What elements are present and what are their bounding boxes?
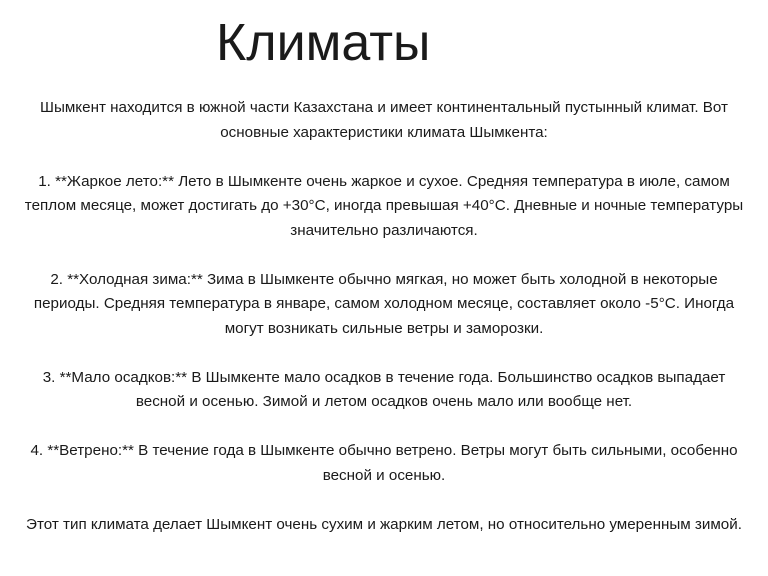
windy-paragraph: 4. **Ветрено:** В течение года в Шымкенте обычно ветрено. Ветры могут быть сильными, особенно весной и осенью. xyxy=(30,442,738,484)
slide-body xyxy=(22,96,746,537)
low-precipitation-paragraph: 3. **Мало осадков:** В Шымкенте мало осадков в течение года. Большинство осадков выпадает весной и осенью. Зимой и летом осадков очень мало или вообще нет. xyxy=(42,368,726,410)
conclusion-paragraph: Этот тип климата делает Шымкент очень сухим и жарким летом, но относительно умеренным зимой. xyxy=(26,515,742,533)
hot-summer-paragraph: 1. **Жаркое лето:** Лето в Шымкенте очень жаркое и сухое. Средняя температура в июле, самом теплом месяце, может достигать до +30°C, иногда превышая +40°C. Дневные и ночные температуры значительно различаются. xyxy=(24,172,744,239)
intro-paragraph: Шымкент находится в южной части Казахстана и имеет континентальный пустынный климат. Вот основные характеристики климата Шымкента: xyxy=(40,99,728,141)
slide-title: Климаты xyxy=(216,14,431,72)
cold-winter-paragraph: 2. **Холодная зима:** Зима в Шымкенте обычно мягкая, но может быть холодной в некоторые периоды. Средняя температура в январе, самом холодном месяце, составляет около -5°C. Иногда могут возникать сильные ветры и заморозки. xyxy=(33,270,735,337)
